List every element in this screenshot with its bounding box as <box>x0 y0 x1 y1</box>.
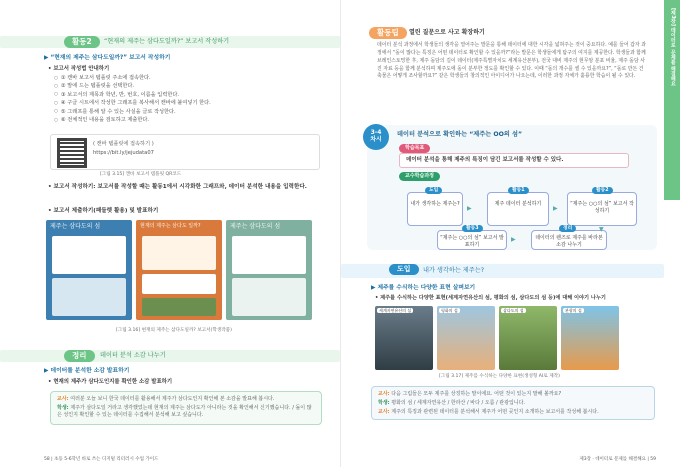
summary-dialogue-box <box>50 391 322 425</box>
intro-caption: [그림 3.17] 제주를 수식하는 다양한 표현(생성형 AI로 제작) <box>439 374 560 379</box>
flow-step-4 <box>437 230 507 250</box>
flow-arrow-icon: ▶ <box>553 205 558 212</box>
report-step-item: ○ ② 맘에 드는 템플릿을 선택한다. <box>54 83 324 90</box>
goal-text: 데이터 분석을 통해 제주의 특징이 담긴 보고서를 작성할 수 있다. <box>399 153 629 168</box>
flow-step-text: 제주 데이터 분석하기 <box>494 201 542 207</box>
activity2-tag: 활동2 <box>64 36 100 48</box>
flow-step-2 <box>487 192 549 226</box>
intro-image-3 <box>499 306 557 370</box>
summary-heading: ▶ 데이터를 분석한 소감 발표하기 <box>44 368 130 374</box>
right-page <box>341 0 680 467</box>
lesson-number: 3-4 <box>370 129 382 136</box>
report-thumb-3 <box>226 220 312 320</box>
reports-caption: [그림 3.16] 현재의 제주는 삼다도일까? 보고서(학생작품) <box>116 328 232 333</box>
canva-url[interactable]: https://bit.ly/jejudata07 <box>93 150 154 156</box>
summary-tag: 정리 <box>64 350 95 362</box>
flow-step-5 <box>531 230 607 250</box>
flow-arrow-icon: ▶ <box>511 236 516 243</box>
share-heading: • 보고서 작성법 안내하기 <box>48 66 110 72</box>
summary-sub-heading: • 현재의 제주가 삼다도인지를 확인한 소감 발표하기 <box>48 379 173 385</box>
student-line: 제주가 삼다도일 거라고 생각했었는데 현재의 제주는 삼다도가 아니라는 것을 확인해서 신기했습니다. / 돌이 많은 성인지 확인할 수 있는 데이터를 수집해서 분석해 보고 싶습니다. <box>57 404 312 418</box>
qr-code-icon[interactable] <box>57 138 87 168</box>
qr-caption: [그림 3.15] 캔바 보고서 템플릿 QR코드 <box>100 172 182 177</box>
flow-step-label: 활동2 <box>592 187 613 194</box>
flow-step-text: 내가 생각하는 제주는? <box>410 201 460 207</box>
teacher-line-2: 제주의 특징과 관련된 데이터를 분석해서 제주가 어떤 곳인지 소개하는 보고서를 작성해 봅시다. <box>391 408 599 415</box>
submit-heading: • 보고서 제출하기(패들렛 활용) 및 발표하기 <box>48 208 159 214</box>
intro-sub-heading: • 제주를 수식하는 다양한 표현(세계자연유산의 섬, 평화의 섬, 삼다도의 섬 등)에 대해 이야기 나누기 <box>375 295 606 301</box>
report-thumb-2-title: 현재의 제주는 삼다도 일까? <box>140 223 201 229</box>
flow-step-label: 활동3 <box>462 225 483 232</box>
report-thumb-2 <box>136 220 222 320</box>
intro-image-4-label: 관광의 섬 <box>565 308 582 313</box>
lesson-number-badge <box>363 124 389 150</box>
canva-label: ( 캔바 템플릿에 접속하기 ) <box>93 141 154 147</box>
report-thumb-1-title: 제주는 삼다도의 섬 <box>50 223 101 230</box>
tip-body: 데이터 분석 과정에서 학생들의 생각을 열어주는 발문을 통해 데이터에 대한 시각을 넓혀주는 것이 중요하다. 예를 들어 갑자 과정에서 “돌이 많다는 특징은 어떤 데이터로 확인할 수 있을까?”라는 발문은 학생들에게 탐구의 여지를 제공한다. 학생들과 함께 브레인스토밍한 후, 제주 돌담의 길이 데이터(제주특별자치도 세계유산본부), 전국 대비 제주의 현무암 분포 비율, 제주 돌담 사진 자료 등을 함께 분석하며 제주도에 돌이 분부한 정도를 확인할 수 있다. 이때 “돌의 개수를 셀 수 있을까요?”, “돌로 만든 건축물은 어떻게 조사할까요?” 같은 학생들의 창의적인 아이디어가 나오는데, 이러한 과정 자체가 훌륭한 학습이 될 수 있다. <box>377 42 646 80</box>
lesson-number-sub: 차시 <box>370 135 382 143</box>
teacher-label: 교사: <box>378 391 390 397</box>
text-block <box>232 278 306 316</box>
flow-step-label: 도입 <box>425 187 442 194</box>
write-heading: • 보고서 작성하기: 보고서를 작성할 때는 활동1에서 시각화한 그래프와, 데이터 분석한 내용을 입력한다. <box>48 184 307 190</box>
report-thumb-1 <box>46 220 132 320</box>
activity2-title: “현재의 제주는 삼다도일까?” 보고서 작성하기 <box>104 38 230 45</box>
intro-heading: ▶ 제주를 수식하는 다양한 표현 살펴보기 <box>371 285 476 291</box>
student-line: 평화의 섬 / 세계자연유산 / 한라산 / 바다 / 오름 / 관광입니다. <box>391 399 526 406</box>
qr-box <box>50 134 320 170</box>
intro-title: 내가 생각하는 제주는? <box>423 267 485 274</box>
intro-image-2-label: 평화의 섬 <box>441 308 458 313</box>
summary-title: 데이터 분석 소감 나누기 <box>100 352 166 359</box>
tip-tag: 활동팁 <box>369 27 407 39</box>
chart-icon <box>232 236 306 274</box>
teacher-label: 교사: <box>57 396 69 402</box>
right-footer: 제3장 · 데이터로 문제를 해결해요 | 59 <box>579 456 656 462</box>
report-step-item: ○ ⑤ 그래프를 통해 알 수 있는 사실을 글로 작성한다. <box>54 109 324 116</box>
report-step-item: ○ ④ 구글 시트에서 작성한 그래프를 복사해서 캔바에 붙여넣기 한다. <box>54 100 324 107</box>
intro-dialogue-box <box>371 386 655 420</box>
flow-step-1 <box>407 192 463 226</box>
activity2-sub-heading: ▶ “현재의 제주는 삼다도일까?” 보고서 작성하기 <box>44 55 171 61</box>
student-label: 학생: <box>57 404 69 411</box>
text-block <box>52 278 126 316</box>
intro-tag: 도입 <box>389 264 419 275</box>
teacher-line: 다음 그림들은 모두 제주를 상징하는 말이에요. 어떤 것이 있는지 말해 볼까요? <box>391 391 562 397</box>
flow-step-text: 데이터의 렌즈로 제주를 바라본 소감 나누기 <box>535 235 603 248</box>
process-tag: 교수학습과정 <box>399 172 440 181</box>
intro-image-1-label: 세계자연유산의 섬 <box>379 308 412 313</box>
report-thumb-3-title: 제주는 삼다도의 섬 <box>230 223 281 230</box>
intro-image-2 <box>437 306 495 370</box>
chart-icon <box>52 236 126 274</box>
tip-title: 열린 질문으로 사고 확장하기 <box>409 29 485 36</box>
chart-icon <box>142 236 216 270</box>
report-step-item: ○ ① 캔바 보고서 템플릿 주소에 접속한다. <box>54 75 324 82</box>
teacher-label-2: 교사: <box>378 408 390 415</box>
student-label: 학생: <box>378 399 390 406</box>
side-tab-label: [제3장] 데이터로 문제를 해결해요 <box>669 8 676 87</box>
landscape-image <box>142 298 216 316</box>
flow-arrow-icon: ▼ <box>599 226 604 233</box>
flow-step-label: 정리 <box>559 225 576 232</box>
goal-tag: 학습목표 <box>399 144 430 153</box>
flow-arrow-icon: ▶ <box>467 205 472 212</box>
flow-step-3 <box>567 192 637 226</box>
text-block <box>142 274 216 294</box>
teacher-line: 여러분 오늘 보니 한국 데이터를 활용해서 제주가 삼다도인지 확인해 본 소감을 발표해 봅시다. <box>70 396 275 402</box>
flow-step-label: 활동1 <box>508 187 529 194</box>
intro-image-3-label: 삼다도의 섬 <box>503 308 524 313</box>
flow-step-text: “제주는 ○○의 섬” 보고서 발표하기 <box>440 235 504 248</box>
intro-image-4 <box>561 306 619 370</box>
report-step-item: ○ ③ 보고서의 제목과 학년, 반, 번호, 이름을 입력한다. <box>54 92 324 99</box>
left-footer: 58 | 초등 5-6학년 바로 쓰는 디지털 리터러시 수업 가이드 <box>44 456 159 462</box>
intro-image-1 <box>375 306 433 370</box>
report-steps-list <box>54 75 324 125</box>
chapter-side-tab[interactable] <box>664 0 680 200</box>
report-step-item: ○ ⑥ 전체적인 내용을 검토하고 제출한다. <box>54 117 324 124</box>
flow-step-text: “제주는 ○○의 섬” 보고서 작성하기 <box>570 201 634 214</box>
summary-header-bar <box>0 350 340 362</box>
lesson-title: 데이터 분석으로 확인하는 “제주는 OO의 섬” <box>397 131 523 138</box>
